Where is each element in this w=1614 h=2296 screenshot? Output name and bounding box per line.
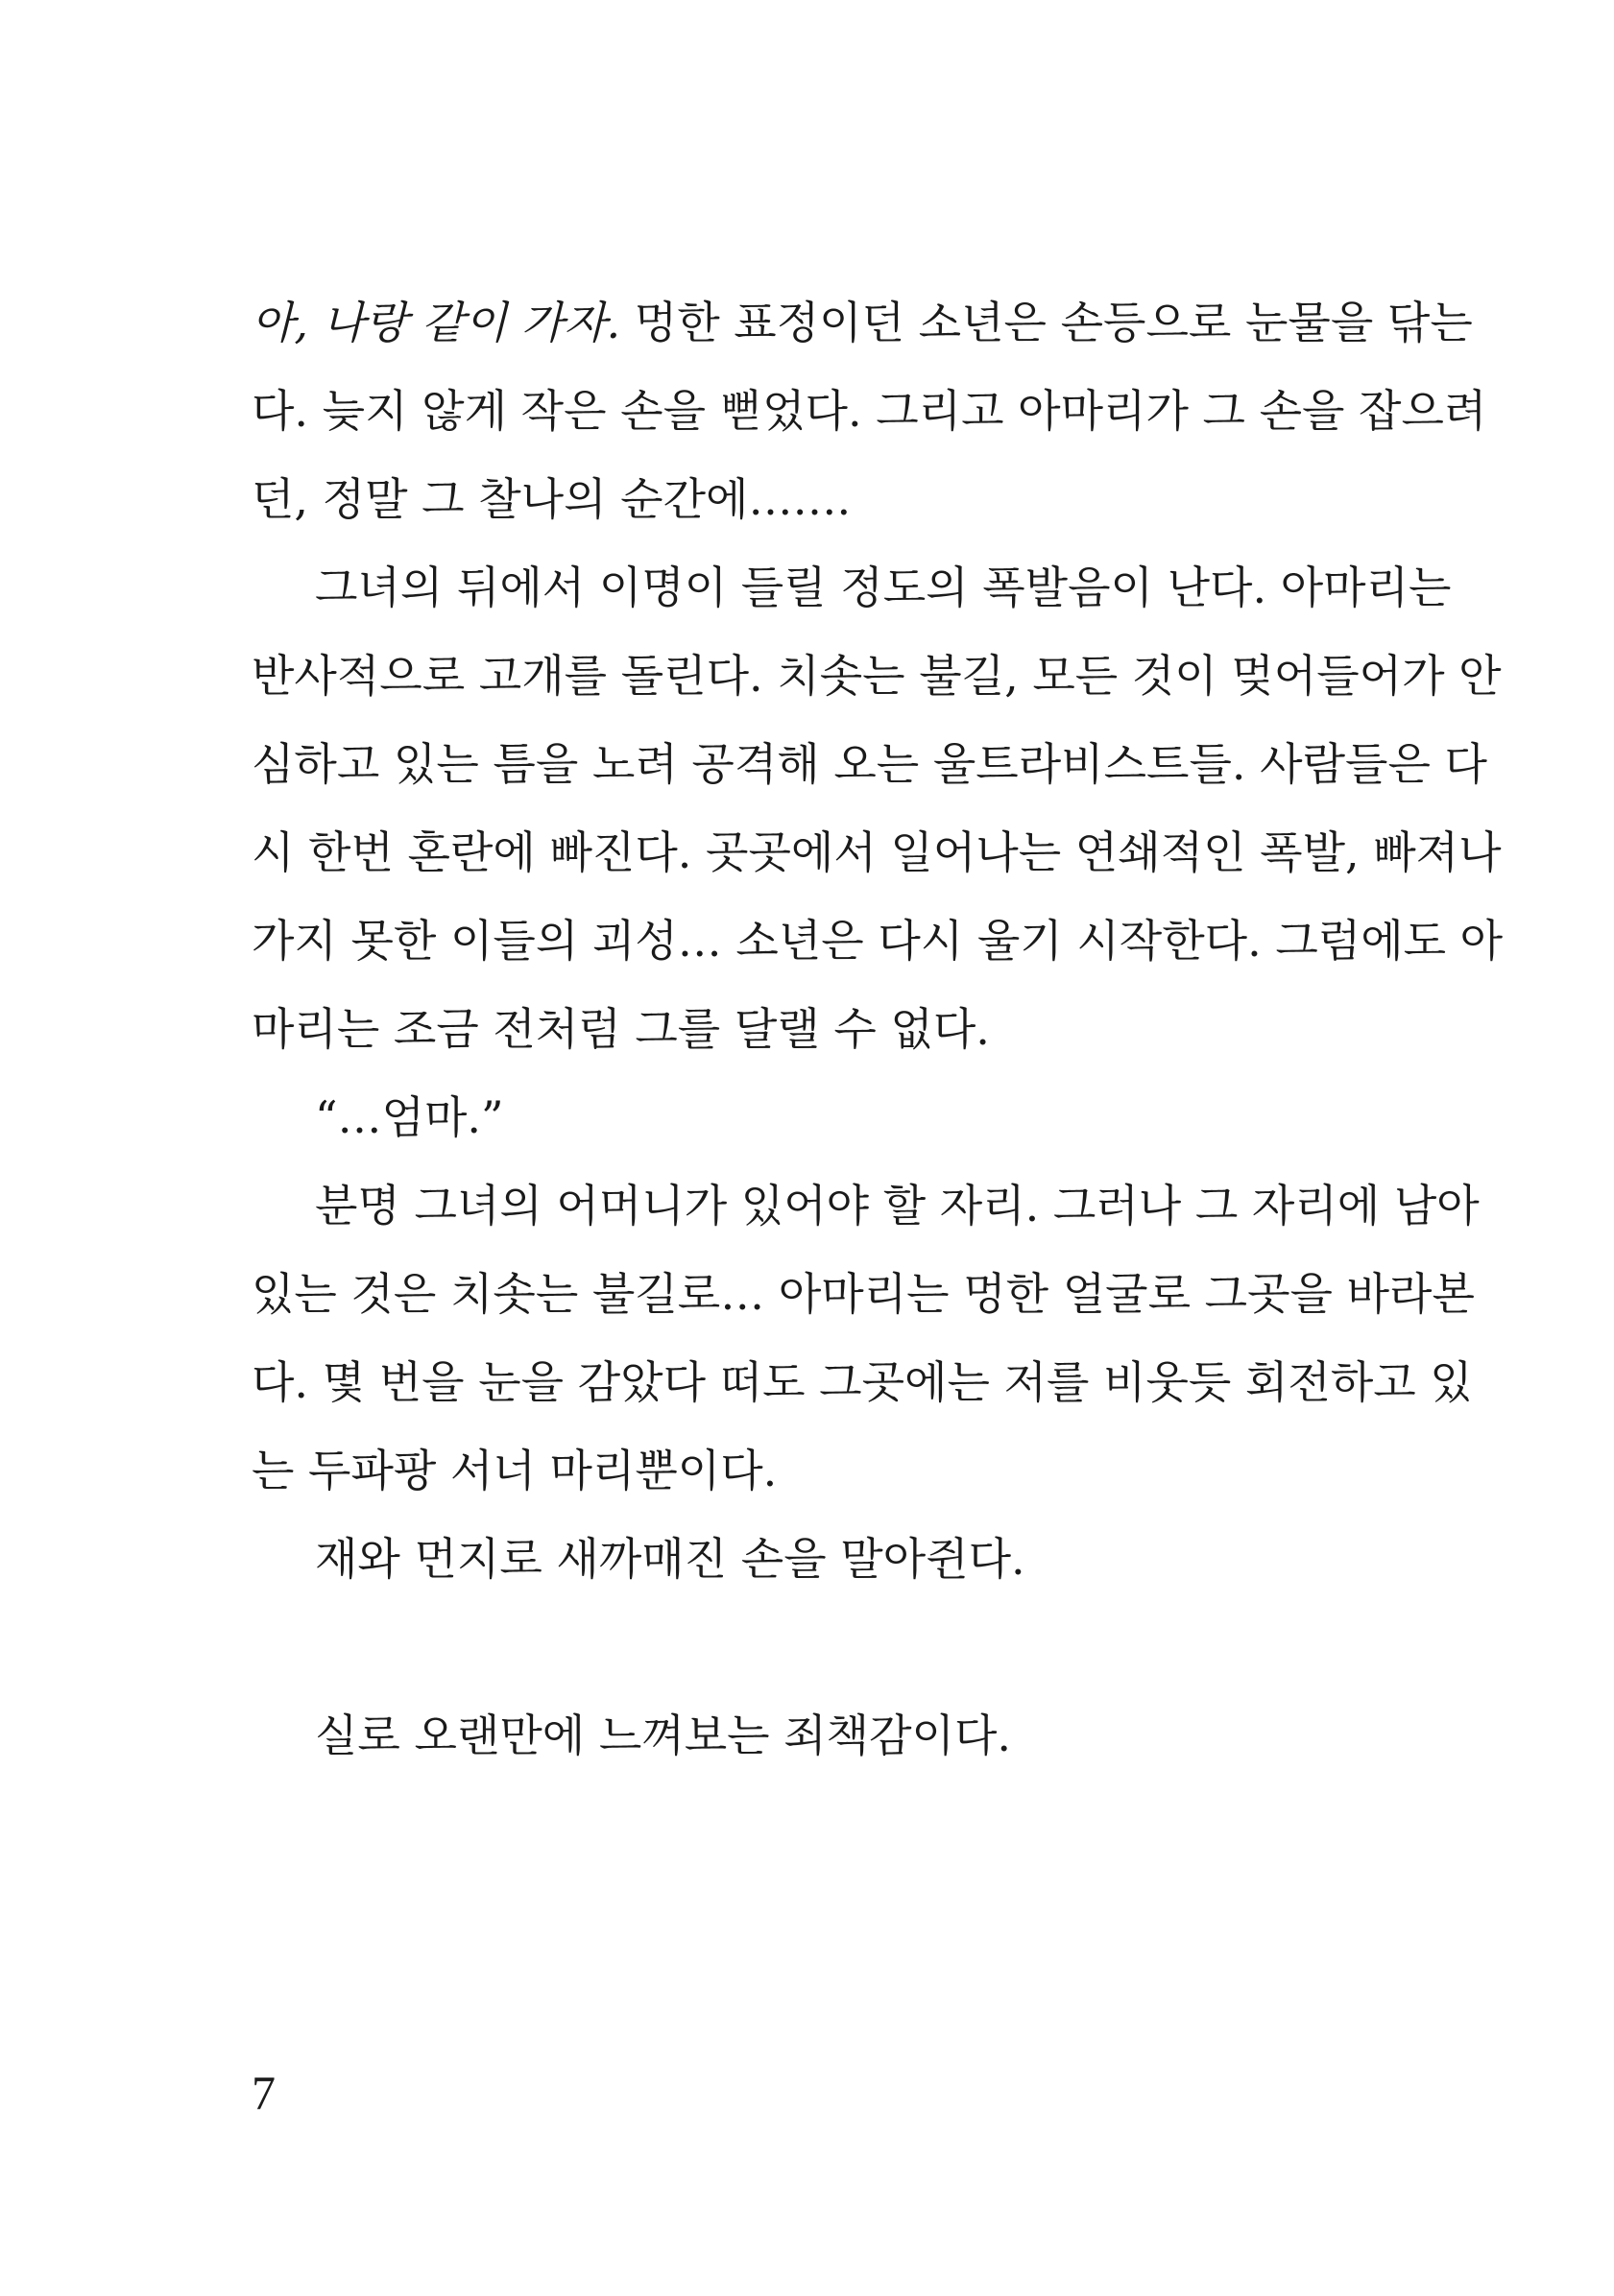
paragraph-6 [252,1691,1381,1780]
text-line: 있는 것은 치솟는 불길로… 아마리는 멍한 얼굴로 그곳을 바라본 [252,1268,1475,1320]
text-line: 다. 늦지 않게 작은 손을 뻗었다. 그리고 아마리가 그 손을 잡으려 [252,385,1487,437]
paragraph-1 [252,278,1487,543]
text-line: 는 두파팡 서너 마리뿐이다. [252,1445,778,1496]
paragraph-5 [252,1515,1381,1603]
italic-dialogue: 아, 나랑 같이 가자. [252,297,621,348]
paragraph-2 [252,543,1504,1073]
page-number: 7 [252,2066,276,2119]
text-line: 다. 몇 번을 눈을 감았다 떠도 그곳에는 저를 비웃듯 회전하고 있 [252,1356,1473,1408]
text-span: 멍한 표정이던 소년은 손등으로 눈물을 닦는 [620,297,1473,348]
paragraph-3 [252,1073,1381,1161]
text-line: 그녀의 뒤에서 이명이 들릴 정도의 폭발음이 난다. 아마리는 [315,562,1452,613]
text-line: 재와 먼지로 새까매진 손을 말아쥔다. [315,1533,1025,1585]
text-line [252,278,1473,367]
text-line: 던, 정말 그 찰나의 순간에……. [252,473,852,525]
text-line: 가지 못한 이들의 괴성… 소년은 다시 울기 시작한다. 그럼에도 아 [252,915,1504,967]
text-line: 시 한번 혼란에 빠진다. 곳곳에서 일어나는 연쇄적인 폭발, 빠져나 [252,826,1502,878]
text-line: 심하고 있는 틈을 노려 공격해 오는 울트라비스트들. 사람들은 다 [252,738,1487,790]
text-line: “…엄마.” [315,1091,504,1143]
text-line: 반사적으로 고개를 돌린다. 치솟는 불길, 모든 것이 멎어들어가 안 [252,650,1502,702]
section-break [252,1603,1381,1691]
text-line: 실로 오랜만에 느껴보는 죄책감이다. [315,1710,1012,1761]
text-line: 마리는 조금 전처럼 그를 달랠 수 없다. [252,1003,990,1055]
text-line: 분명 그녀의 어머니가 있어야 할 자리. 그러나 그 자리에 남아 [315,1180,1480,1232]
page-body [252,278,1504,1780]
paragraph-4 [252,1161,1480,1515]
